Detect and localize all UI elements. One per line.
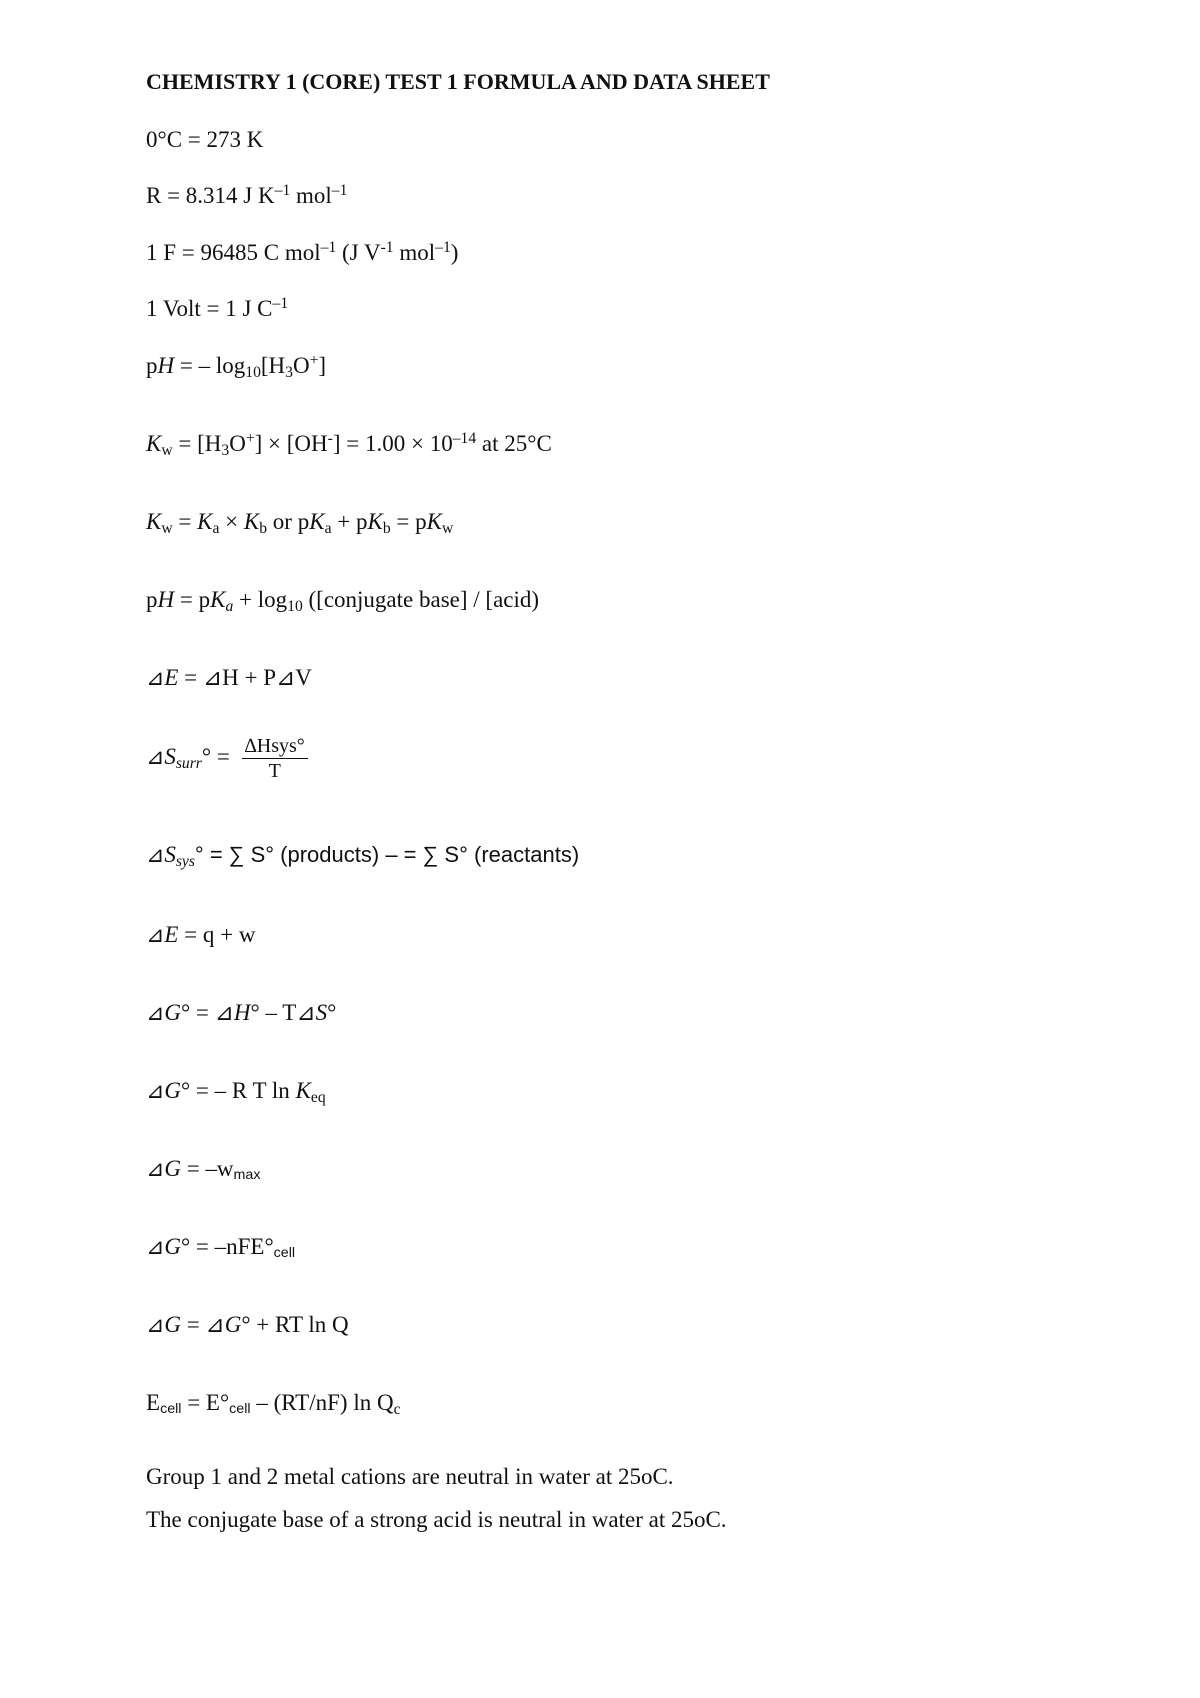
delta-icon: ⊿ (146, 1313, 165, 1337)
superscript: –1 (435, 239, 451, 257)
celsius-kelvin-text: 0°C = 273 K (146, 127, 264, 152)
volt-line (146, 297, 288, 320)
gibbs-work-line (146, 1157, 260, 1181)
kab-eq: = (172, 509, 198, 534)
gas-constant-unit: mol (290, 183, 332, 208)
superscript: - (327, 430, 333, 448)
g1-b: ° – T⊿ (250, 1000, 316, 1025)
note-group-cations: Group 1 and 2 metal cations are neutral in water at 25oC. (146, 1464, 674, 1489)
ssys-rest: ° = ∑ S° (products) – = ∑ S° (reactants) (194, 842, 580, 867)
subscript: 3 (221, 441, 230, 459)
subscript: a (324, 519, 332, 537)
faraday-text: 1 F = 96485 C mol (146, 240, 321, 265)
faraday-paren: (J V (336, 240, 381, 265)
subscript: a (225, 597, 234, 615)
g1-c: ° (327, 1000, 337, 1025)
delta-icon: ⊿ (146, 1157, 165, 1181)
superscript: + (245, 430, 255, 448)
ph-p: p (146, 353, 158, 378)
kab-k5: K (367, 509, 383, 534)
ecell-e: E (146, 1390, 161, 1415)
kab-eqp: = p (390, 509, 427, 534)
hh-eq: = p (174, 587, 211, 612)
ph-o: O (292, 353, 310, 378)
g5-g1: G (164, 1312, 181, 1337)
delta-e-enthalpy-line (146, 666, 312, 690)
gas-constant-text: R = 8.314 J K (146, 183, 275, 208)
kab-times: × (219, 509, 244, 534)
superscript: + (309, 352, 319, 370)
fraction (242, 736, 308, 781)
de-rest: = ⊿H + P⊿V (178, 665, 312, 690)
subscript: 10 (245, 363, 261, 381)
hh-log: + log (233, 587, 288, 612)
ds-s: S (164, 743, 176, 769)
subscript: w (161, 441, 173, 459)
de-e: E (164, 665, 179, 690)
ph-close: ] (318, 353, 327, 378)
delta-icon: ⊿ (146, 1079, 165, 1103)
kab-k6: K (426, 509, 442, 534)
kab-k2: K (197, 509, 213, 534)
gibbs-line (146, 1001, 336, 1025)
g1-h: H (233, 1000, 251, 1025)
gibbs-cell-line (146, 1235, 295, 1259)
faraday-line (146, 241, 458, 264)
henderson-hasselbalch-line (146, 587, 540, 615)
subscript: b (259, 519, 268, 537)
g1-s: S (315, 1000, 328, 1025)
subscript: 3 (285, 363, 293, 381)
ph-h: H (157, 353, 175, 378)
delta-icon: ⊿ (146, 1235, 165, 1259)
superscript: –1 (331, 182, 348, 200)
subscript: w (161, 519, 173, 537)
gas-constant-line (146, 184, 347, 207)
g3-g: G (164, 1156, 181, 1181)
subscript: max (233, 1166, 261, 1183)
subscript: a (212, 519, 220, 537)
g2-k: K (295, 1078, 311, 1103)
ka-kb-line (146, 509, 454, 537)
delta-icon: ⊿ (146, 843, 165, 867)
de2-rest: = q + w (178, 922, 256, 947)
fraction-numerator: ∆Hsys° (242, 736, 308, 759)
ecell-rest: – (RT/nF) ln Q (250, 1390, 394, 1415)
subscript: surr (175, 754, 202, 772)
kw-k: K (146, 431, 162, 456)
g5-b: ° + RT ln Q (241, 1312, 349, 1337)
page-title: CHEMISTRY 1 (CORE) TEST 1 FORMULA AND DATA SHEET (146, 69, 770, 94)
gibbs-q-line (146, 1313, 349, 1337)
superscript: –1 (274, 182, 291, 200)
g1-a: ° = ⊿ (180, 1000, 234, 1025)
note-conjugate-base: The conjugate base of a strong acid is neutral in water at 25oC. (146, 1507, 727, 1532)
fraction-denominator: T (268, 760, 281, 782)
superscript: -1 (380, 239, 394, 257)
subscript: eq (310, 1088, 326, 1106)
superscript: –1 (272, 295, 289, 313)
delta-s-surr-line (146, 736, 308, 781)
subscript: w (441, 519, 454, 537)
ph-eq: = – log (174, 353, 246, 378)
delta-icon: ⊿ (146, 666, 165, 690)
subscript: cell (273, 1244, 296, 1261)
g5-g2: G (224, 1312, 242, 1337)
faraday-close: ) (450, 240, 459, 265)
ecell-mid: = E° (181, 1390, 230, 1415)
delta-icon: ⊿ (146, 1001, 165, 1025)
kab-plus: + p (331, 509, 368, 534)
kw-eq-a: = [H (172, 431, 222, 456)
kab-or: or p (267, 509, 310, 534)
g2-g: G (164, 1078, 181, 1103)
volt-text: 1 Volt = 1 J C (146, 296, 273, 321)
g1-g: G (164, 1000, 181, 1025)
hh-rest: ([conjugate base] / [acid) (302, 587, 540, 612)
g2-rest: ° = – R T ln (180, 1078, 296, 1103)
kab-k4: K (309, 509, 325, 534)
faraday-mol: mol (393, 240, 436, 265)
kw-eq-d: ] = 1.00 × 10 (332, 431, 453, 456)
hh-k: K (210, 587, 226, 612)
gibbs-keq-line (146, 1078, 326, 1106)
ssys-s: S (164, 842, 176, 867)
delta-s-sys-line (146, 842, 580, 870)
kab-k3: K (243, 509, 260, 534)
subscript: c (393, 1400, 401, 1418)
hh-h: H (157, 587, 175, 612)
kw-eq-c: ] × [OH (254, 431, 328, 456)
de2-e: E (164, 922, 179, 947)
subscript: sys (175, 852, 195, 870)
hh-p: p (146, 587, 158, 612)
kab-k1: K (146, 509, 162, 534)
ph-bracket: [H (260, 353, 286, 378)
subscript: cell (229, 1400, 251, 1417)
g4-g: G (164, 1234, 181, 1259)
superscript: –1 (320, 239, 337, 257)
delta-icon: ⊿ (146, 744, 165, 769)
nernst-line (146, 1390, 401, 1418)
g5-a: = ⊿ (180, 1312, 225, 1337)
ds-deg: ° = (201, 743, 236, 769)
kw-eq-b: O (229, 431, 246, 456)
ph-definition-line (146, 352, 327, 381)
delta-e-heat-work-line (146, 923, 255, 947)
kw-line (146, 430, 552, 459)
kw-eq-e: at 25°C (476, 431, 552, 456)
celsius-kelvin-line (146, 128, 263, 151)
g3-rest: = –w (180, 1156, 234, 1181)
g4-rest: ° = –nFE° (180, 1234, 274, 1259)
delta-icon: ⊿ (146, 923, 165, 947)
superscript: –14 (452, 430, 477, 448)
subscript: b (382, 519, 391, 537)
subscript: 10 (287, 597, 303, 615)
subscript: cell (160, 1400, 182, 1417)
